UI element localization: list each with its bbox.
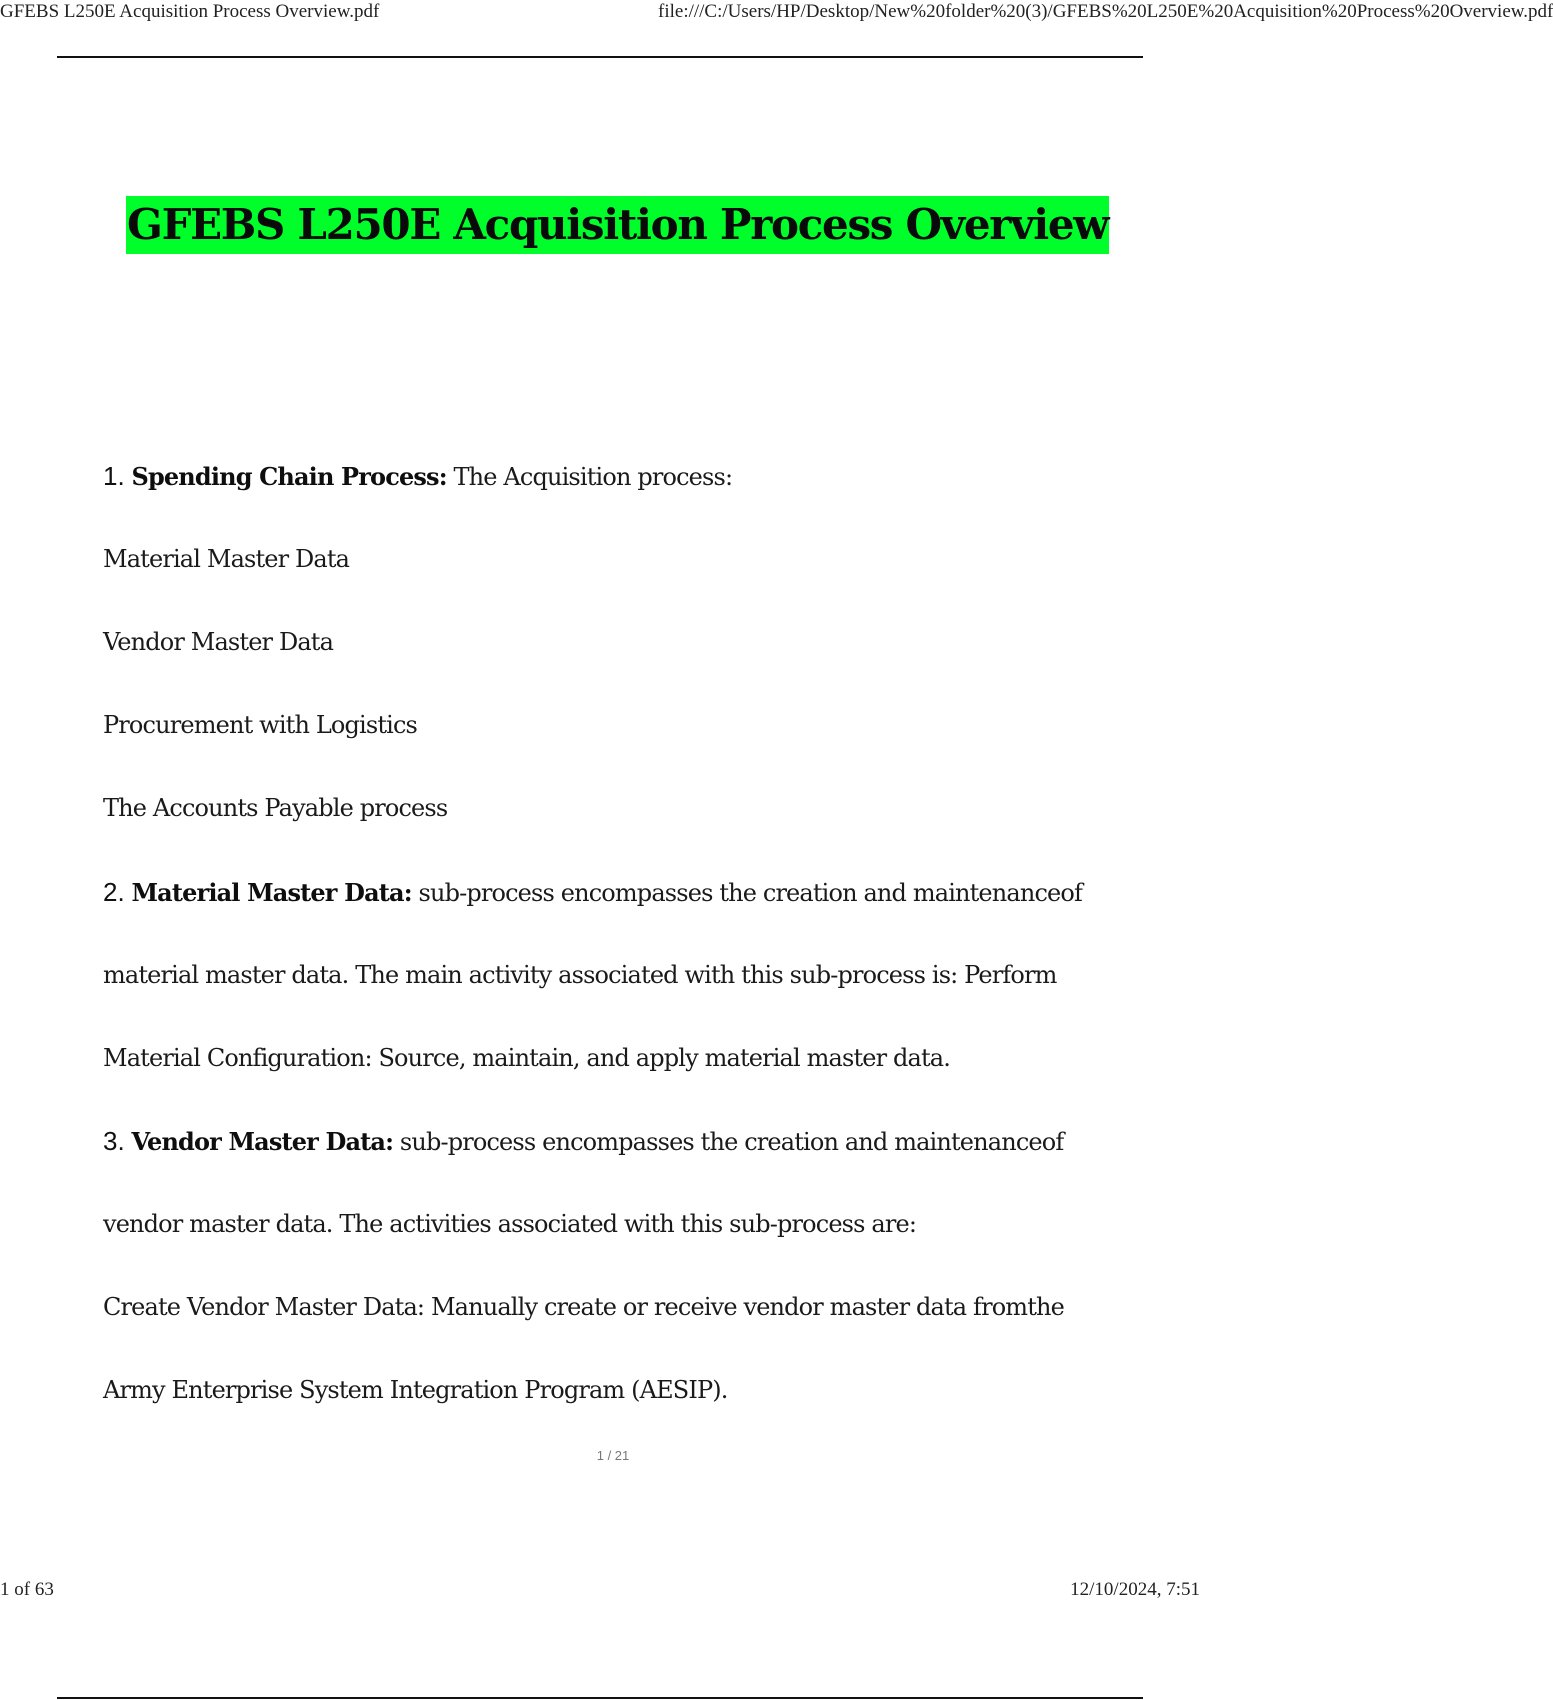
list-item: Material Master Data bbox=[103, 545, 350, 573]
paragraph-line: Army Enterprise System Integration Program (AESIP). bbox=[103, 1376, 728, 1404]
paragraph-line: vendor master data. The activities associated with this sub-process are: bbox=[103, 1210, 917, 1238]
section-1-heading bbox=[103, 460, 1113, 493]
section-label: Material Master Data: bbox=[131, 878, 412, 907]
list-number: 2. bbox=[103, 877, 125, 907]
section-text: sub-process encompasses the creation and maintenanceof bbox=[393, 1128, 1064, 1156]
section-text: The Acquisition process: bbox=[446, 463, 733, 491]
list-number: 1. bbox=[103, 461, 125, 491]
document-title: GFEBS L250E Acquisition Process Overview bbox=[126, 196, 1109, 254]
print-header-title: GFEBS L250E Acquisition Process Overview.pdf bbox=[0, 1, 380, 22]
paragraph-line: material master data. The main activity associated with this sub-process is: Perform bbox=[103, 961, 1057, 989]
section-label: Vendor Master Data: bbox=[131, 1127, 394, 1156]
list-item: Vendor Master Data bbox=[103, 628, 334, 656]
section-2-heading bbox=[103, 876, 1113, 909]
section-label: Spending Chain Process: bbox=[131, 462, 447, 491]
print-footer-page: 1 of 63 bbox=[0, 1579, 54, 1600]
page-counter: 1 / 21 bbox=[596, 1448, 630, 1463]
header-divider bbox=[57, 56, 1143, 58]
footer-divider bbox=[57, 1697, 1143, 1699]
list-number: 3. bbox=[103, 1126, 125, 1156]
paragraph-line: Create Vendor Master Data: Manually create or receive vendor master data fromthe bbox=[103, 1293, 1064, 1321]
print-footer-datetime: 12/10/2024, 7:51 bbox=[1070, 1579, 1200, 1600]
list-item: The Accounts Payable process bbox=[103, 794, 448, 822]
print-header-url: file:///C:/Users/HP/Desktop/New%20folder%20(3)/GFEBS%20L250E%20Acquisition%20Process%20Overview.pdf bbox=[658, 1, 1553, 22]
paragraph-line: Material Configuration: Source, maintain, and apply material master data. bbox=[103, 1044, 950, 1072]
list-item: Procurement with Logistics bbox=[103, 711, 418, 739]
section-3-heading bbox=[103, 1125, 1113, 1158]
section-text: sub-process encompasses the creation and maintenanceof bbox=[411, 879, 1083, 907]
